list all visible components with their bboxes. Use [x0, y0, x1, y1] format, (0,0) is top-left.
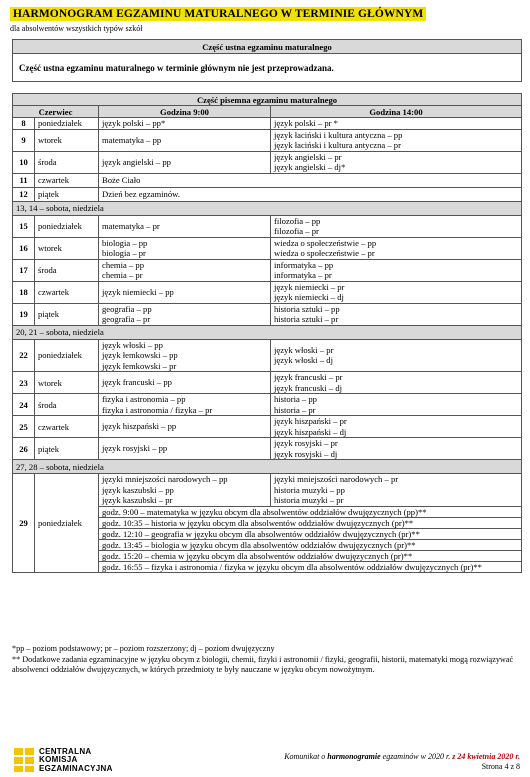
written-exam-table — [12, 93, 522, 573]
exam-cell-9 — [99, 438, 271, 460]
exam-cell-9 — [99, 151, 271, 173]
exam-entry: wiedza o społeczeństwie – pr — [274, 248, 375, 258]
exam-cell-14 — [271, 151, 522, 173]
weekday: środa — [35, 151, 99, 173]
table-row — [13, 215, 522, 237]
table-row — [13, 394, 522, 416]
exam-entry: język łemkowski – pp — [102, 350, 178, 360]
exam-entry: język polski – pr * — [274, 118, 338, 128]
bilingual-exam: godz. 15:20 – chemia w języku obcym dla absolwentów oddziałów dwujęzycznych (pr)** — [99, 550, 522, 561]
exam-entry: język kaszubski – pp — [102, 484, 174, 495]
exam-cell-9 — [99, 416, 271, 438]
footnote-2: ** Dodatkowe zadania egzaminacyjne w języku obcym z biologii, chemii, fizyki i astronomii / fizyki, geografii, historii, matematyki mogą rozwiązywać absolwenci oddziałów dwujęzycznych, w których przedmioty te były nauczane w języku obcym nowożytnym. — [12, 654, 514, 675]
exam-cell-14 — [271, 237, 522, 259]
exam-entry: język włoski – pp — [102, 339, 163, 350]
weekday: czwartek — [35, 173, 99, 187]
exam-cell-9 — [99, 118, 271, 130]
exam-entry: Boże Ciało — [102, 174, 141, 185]
exam-entry: język francuski – dj — [274, 382, 343, 393]
col-9: Godzina 9:00 — [99, 106, 271, 118]
exam-cell-14 — [271, 394, 522, 416]
day-number: 8 — [13, 118, 35, 130]
table-row — [13, 372, 522, 394]
exam-entry: informatyka – pp — [274, 259, 334, 270]
exam-entry: chemia – pp — [102, 259, 144, 270]
exam-entry: język hiszpański – pr — [274, 416, 347, 426]
exam-entry: języki mniejszości narodowych – pp — [102, 474, 228, 484]
table-row — [13, 474, 522, 507]
exam-cell-14 — [271, 303, 522, 325]
exam-entry: język łemkowski – pr — [102, 360, 177, 371]
table-row — [13, 416, 522, 438]
logo-line-2: KOMISJA — [39, 755, 78, 765]
weekday: czwartek — [35, 281, 99, 303]
weekend-row — [13, 460, 522, 474]
exam-entry: język francuski – pp — [102, 377, 172, 388]
bilingual-exam: godz. 16:55 – fizyka i astronomia / fizyka w języku obcym dla absolwentów oddziałów dwujęzycznych (pr)** — [99, 561, 522, 572]
communique: Komunikat o harmonogramie egzaminów w 2020 r. z 24 kwietnia 2020 r. Strona 4 z 8 — [284, 752, 520, 771]
exam-entry: język rosyjski – dj — [274, 448, 338, 459]
bilingual-exam: godz. 10:35 – historia w języku obcym dla absolwentów oddziałów dwujęzycznych (pr)** — [99, 517, 522, 528]
exam-entry: język łaciński i kultura antyczna – pr — [274, 140, 401, 150]
exam-entry: matematyka – pp — [102, 134, 162, 145]
weekday: poniedziałek — [35, 215, 99, 237]
day-number: 19 — [13, 303, 35, 325]
col-14: Godzina 14:00 — [271, 106, 522, 118]
exam-entry: historia muzyki – pr — [274, 495, 344, 505]
exam-entry: języki mniejszości narodowych – pr — [274, 474, 399, 484]
footer — [14, 746, 520, 774]
exam-entry: geografia – pr — [102, 314, 151, 324]
weekday: piątek — [35, 438, 99, 460]
exam-cell-14 — [271, 416, 522, 438]
exam-entry: fizyka i astronomia / fizyka – pr — [102, 404, 213, 415]
bilingual-exam: godz. 13:45 – biologia w języku obcym dla absolwentów oddziałów dwujęzycznych (pr)** — [99, 539, 522, 550]
day-number: 9 — [13, 129, 35, 151]
day-number: 18 — [13, 281, 35, 303]
exam-entry: język niemiecki – dj — [274, 292, 344, 302]
exam-entry: język angielski – pp — [102, 156, 171, 167]
exam-cell-9 — [99, 372, 271, 394]
table-row — [13, 151, 522, 173]
exam-entry: język rosyjski – pr — [274, 438, 338, 448]
day-number: 22 — [13, 339, 35, 372]
exam-cell-9 — [99, 259, 271, 281]
table-row — [13, 303, 522, 325]
day-number: 16 — [13, 237, 35, 259]
table-row — [13, 187, 522, 201]
cke-logo-icon — [14, 748, 34, 772]
day-number: 11 — [13, 173, 35, 187]
exam-cell-9 — [99, 215, 271, 237]
page-title: HARMONOGRAM EGZAMINU MATURALNEGO W TERMINIE GŁÓWNYM — [10, 7, 426, 21]
bilingual-exam: godz. 9:00 – matematyka w języku obcym dla absolwentów oddziałów dwujęzycznych (pp)** — [99, 506, 522, 517]
exam-entry: język włoski – pr — [274, 344, 334, 355]
exam-cell-14 — [271, 129, 522, 151]
day-number: 17 — [13, 259, 35, 281]
table-row — [13, 339, 522, 372]
oral-text: Część ustna egzaminu maturalnego w terminie głównym nie jest przeprowadzana. — [13, 54, 522, 82]
exam-entry: język niemiecki – pr — [274, 281, 345, 292]
exam-cell-9 — [99, 237, 271, 259]
exam-cell-9 — [99, 129, 271, 151]
exam-entry: historia sztuki – pr — [274, 314, 339, 324]
exam-entry: historia sztuki – pp — [274, 303, 340, 314]
exam-cell-14 — [271, 281, 522, 303]
day-number: 15 — [13, 215, 35, 237]
footnote-1: *pp – poziom podstawowy; pr – poziom rozszerzony; dj – poziom dwujęzyczny — [12, 644, 275, 653]
exam-entry: biologia – pp — [102, 237, 148, 248]
day-number: 26 — [13, 438, 35, 460]
exam-entry: chemia – pr — [102, 270, 143, 280]
logo-line-1: CENTRALNA — [39, 747, 92, 756]
weekday: środa — [35, 259, 99, 281]
day-number: 12 — [13, 187, 35, 201]
weekday: piątek — [35, 187, 99, 201]
exam-cell-9 — [99, 281, 271, 303]
day-number: 10 — [13, 151, 35, 173]
weekend-label: 20, 21 – sobota, niedziela — [13, 325, 522, 339]
weekday: środa — [35, 394, 99, 416]
oral-exam-table — [12, 39, 522, 82]
weekday: wtorek — [35, 237, 99, 259]
table-row — [13, 129, 522, 151]
weekday: wtorek — [35, 372, 99, 394]
exam-entry: informatyka – pr — [274, 270, 332, 280]
exam-entry: język kaszubski – pr — [102, 495, 173, 505]
weekday: poniedziałek — [35, 474, 99, 573]
weekday: poniedziałek — [35, 339, 99, 372]
exam-cell-14 — [271, 118, 522, 130]
weekday: wtorek — [35, 129, 99, 151]
day-number: 23 — [13, 372, 35, 394]
exam-cell-9 — [99, 474, 271, 507]
exam-cell — [99, 187, 522, 201]
exam-cell-9 — [99, 339, 271, 372]
exam-entry: filozofia – pp — [274, 215, 321, 226]
exam-entry: filozofia – pr — [274, 226, 319, 236]
exam-entry: język hiszpański – pp — [102, 421, 177, 432]
weekday: poniedziałek — [35, 118, 99, 130]
exam-entry: historia muzyki – pp — [274, 484, 345, 495]
exam-entry: język hiszpański – dj — [274, 426, 347, 437]
exam-entry: Dzień bez egzaminów. — [102, 188, 180, 199]
weekday: czwartek — [35, 416, 99, 438]
weekend-label: 13, 14 – sobota, niedziela — [13, 201, 522, 215]
exam-entry: język angielski – pr — [274, 151, 342, 162]
exam-cell-14 — [271, 215, 522, 237]
logo-line-3: EGZAMINACYJNA — [39, 763, 113, 773]
exam-entry: geografia – pp — [102, 303, 152, 314]
weekend-row — [13, 201, 522, 215]
exam-cell-14 — [271, 438, 522, 460]
footnotes — [12, 644, 518, 676]
header — [10, 4, 520, 33]
table-row — [13, 281, 522, 303]
table-row — [13, 237, 522, 259]
exam-entry: matematyka – pr — [102, 220, 160, 231]
page-subtitle: dla absolwentów wszystkich typów szkół — [10, 24, 143, 33]
table-row — [13, 259, 522, 281]
exam-entry: język angielski – dj* — [274, 162, 346, 172]
oral-heading: Część ustna egzaminu maturalnego — [13, 40, 522, 54]
exam-entry: język francuski – pr — [274, 372, 343, 382]
exam-cell-14 — [271, 372, 522, 394]
communique-date: z 24 kwietnia 2020 r. — [452, 752, 520, 761]
day-number: 29 — [13, 474, 35, 573]
exam-entry: fizyka i astronomia – pp — [102, 394, 186, 404]
weekday: piątek — [35, 303, 99, 325]
exam-entry: język łaciński i kultura antyczna – pp — [274, 129, 403, 140]
exam-entry: język włoski – dj — [274, 355, 333, 366]
page-number: Strona 4 z 8 — [481, 762, 520, 771]
exam-entry: biologia – pr — [102, 248, 146, 258]
exam-entry: historia – pr — [274, 404, 316, 415]
exam-cell — [99, 173, 522, 187]
table-row — [13, 438, 522, 460]
exam-cell-9 — [99, 394, 271, 416]
day-number: 24 — [13, 394, 35, 416]
exam-entry: historia – pp — [274, 394, 317, 404]
cke-logo — [14, 746, 124, 774]
col-month: Czerwiec — [13, 106, 99, 118]
day-number: 25 — [13, 416, 35, 438]
exam-entry: wiedza o społeczeństwie – pp — [274, 237, 377, 248]
exam-entry: język polski – pp* — [102, 118, 166, 128]
table-row — [13, 173, 522, 187]
exam-entry: język niemiecki – pp — [102, 286, 174, 297]
written-heading: Część pisemna egzaminu maturalnego — [13, 94, 522, 106]
weekend-label: 27, 28 – sobota, niedziela — [13, 460, 522, 474]
table-row — [13, 118, 522, 130]
exam-cell-14 — [271, 259, 522, 281]
exam-entry: język rosyjski – pp — [102, 443, 168, 454]
exam-cell-14 — [271, 474, 522, 507]
weekend-row — [13, 325, 522, 339]
bilingual-exam: godz. 12:10 – geografia w języku obcym dla absolwentów oddziałów dwujęzycznych (pr)** — [99, 528, 522, 539]
exam-cell-14 — [271, 339, 522, 372]
exam-cell-9 — [99, 303, 271, 325]
